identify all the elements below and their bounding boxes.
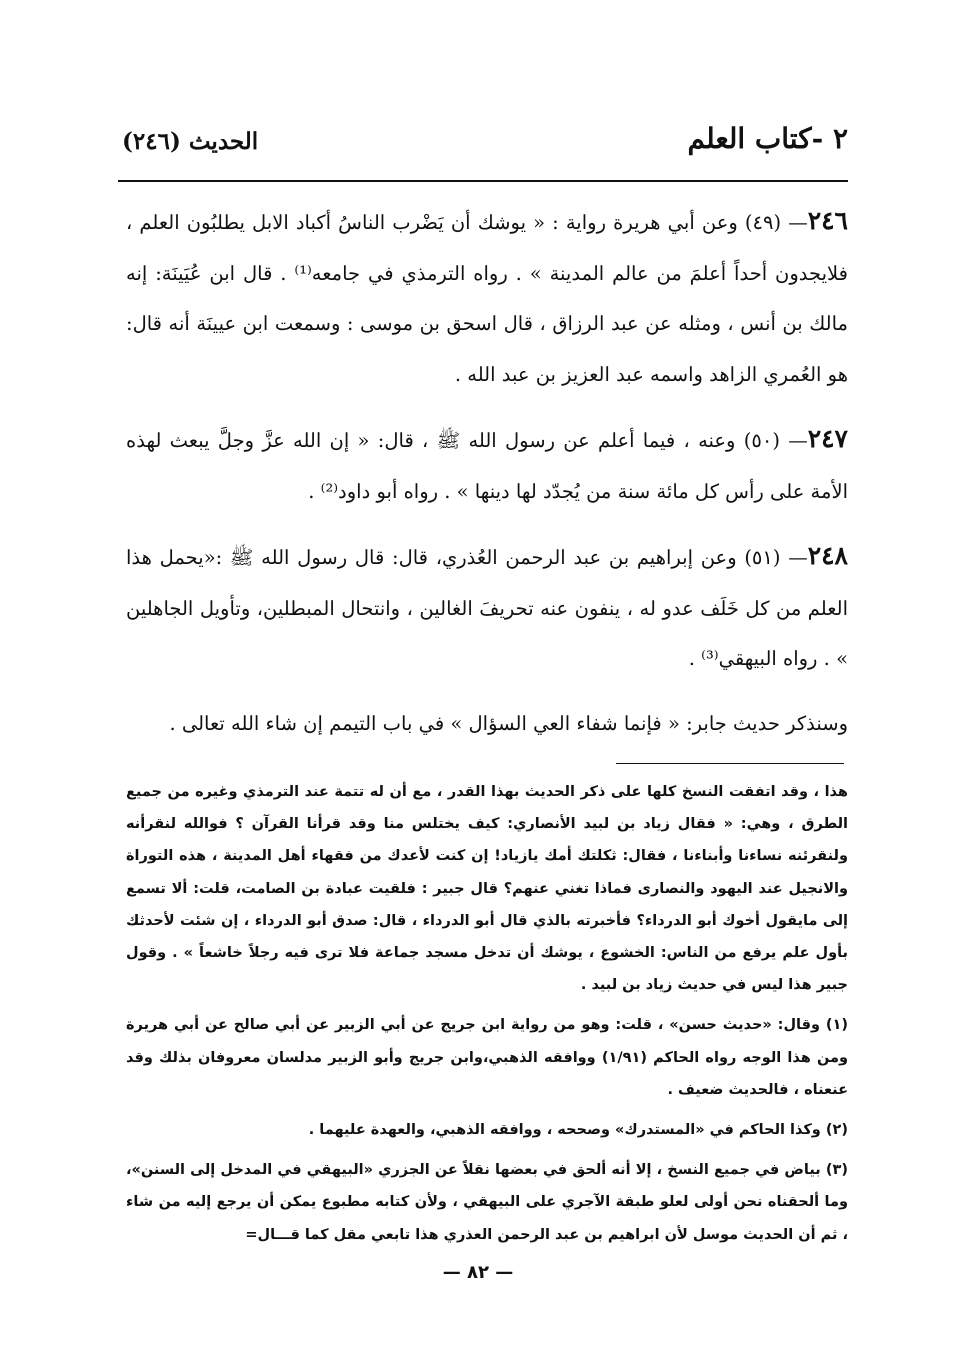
- header-divider: [118, 180, 848, 182]
- hadith-248: [126, 531, 848, 685]
- footnote-1: (١) وقال: «حديث حسن» ، قلت: وهو من رواية ابن جريج عن أبي الزبير عن أبي صالح عن أبي هريرة ومن هذا الوجه رواه الحاكم (١/٩١) ووافقه الذهبي،وابن جريج وأبو الزبير مدلسان معروفان بذلك وقد عنعناه ، فالحديث ضعيف .: [126, 1017, 849, 1098]
- chapter-title: ٢ -كتاب العلم: [687, 122, 848, 155]
- page-header: [122, 122, 848, 178]
- hadith-246: [126, 196, 848, 400]
- closing-note: وسنذكر حديث جابر: « فإنما شفاء العي السؤال » في باب التيمم إن شاء الله تعالى .: [169, 711, 848, 735]
- footnote-divider: [616, 763, 844, 764]
- footnotes: [126, 776, 848, 1259]
- footnote-intro: هذا ، وقد اتفقت النسخ كلها على ذكر الحديث بهذا القدر ، مع أن له تتمة عند الترمذي وغيره من جميع الطرق ، وهي: « فقال زياد بن لبيد الأنصاري: كيف يختلس منا وقد قرأنا القرآن ؟ فوالله لنقرأنه ولنقرئنه نساءنا وأبناءنا ، فقال: ثكلتك أمك يازياد! إن كنت لأعدك من فقهاء أهل المدينة ، هذه التوراة والانجيل عند اليهود والنصارى فماذا تغني عنهم؟ قال جبير : فلقيت عبادة بن الصامت، قلت: ألا تسمع إلى مايقول أخوك أبو الدرداء؟ فأخبرته بالذي قال أبو الدرداء ، قال: صدق أبو الدرداء ، إن شئت لأحدثك بأول علم يرفع من الناس: الخشوع ، يوشك أن تدخل مسجد جماعة فلا ترى فيه رجلاً خاشعاً » . وقول جبير هذا ليس في حديث زياد بن لبيد .: [126, 784, 848, 994]
- hadith-247: [126, 414, 848, 517]
- page-number: — ٨٢ —: [442, 1262, 514, 1283]
- main-text: [126, 196, 848, 763]
- hadith-reference: الحديث (٢٤٦): [122, 128, 259, 155]
- hadith-text: — (٥١) وعن إبراهيم بن عبد الرحمن العُذري، قال: قال رسول الله ﷺ :«يحمل هذا العلم من كل خَلَف عدو له ، ينفون عنه تحريفَ الغالين ، وانتحال المبطلين، وتأويل الجاهلين » . رواه البيهقي⁽³⁾ .: [126, 546, 848, 670]
- hadith-text: — (٥٠) وعنه ، فيما أعلم عن رسول الله ﷺ ، قال: « إن الله عزَّ وجلَّ يبعث لهذه الأمة على رأس كل مائة سنة من يُجدّد لها دينها » . رواه أبو داود⁽²⁾ .: [126, 429, 848, 503]
- hadith-number: ٢٤٧: [807, 424, 848, 453]
- hadith-number: ٢٤٦: [807, 206, 848, 235]
- footnote-2: (٢) وكذا الحاكم في «المستدرك» وصححه ، ووافقه الذهبي، والعهدة عليهما .: [308, 1122, 848, 1139]
- hadith-text: — (٤٩) وعن أبي هريرة رواية : « يوشك أن يَضْرب الناسُ أكباد الابل يطلبُون العلم ، فلايجدون أحداً أعلمَ من عالم المدينة » . رواه الترمذي في جامعه⁽¹⁾ . قال ابن عُيَينَة: إنه مالك بن أنس ، ومثله عن عبد الرزاق ، قال اسحق بن موسى : وسمعت ابن عيينَة أنه قال: هو العُمري الزاهد واسمه عبد العزيز بن عبد الله .: [126, 211, 848, 386]
- hadith-number: ٢٤٨: [807, 541, 848, 570]
- footnote-3: (٣) بياض في جميع النسخ ، إلا أنه ألحق في بعضها نقلاً عن الجزري «البيهقي في المدخل إلى السنن»، وما ألحقناه نحن أولى لعلو طبقة الآجري على البيهقي ، ولأن كتابه مطبوع يمكن أن يرجع إليه من شاء ، ثم أن الحديث موسل لأن ابراهيم بن عبد الرحمن العذري هذا تابعي مقل كما قـــال=: [126, 1162, 848, 1243]
